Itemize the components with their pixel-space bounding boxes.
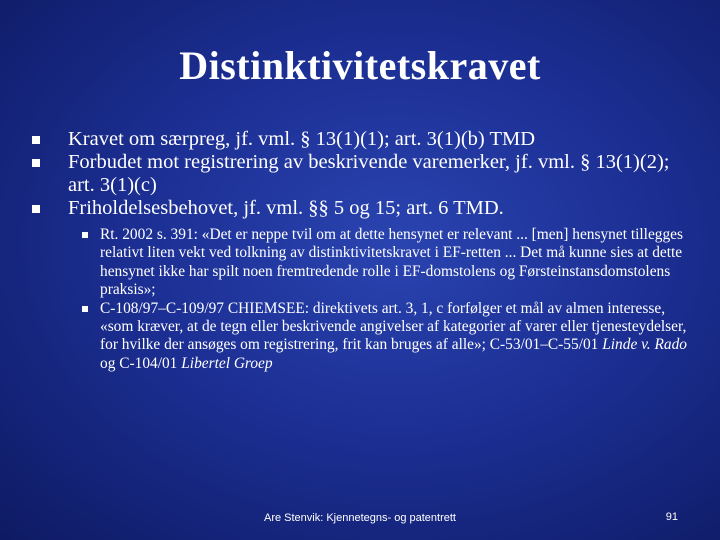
sub-bullet-item (30, 226, 690, 300)
sub-bullet-text: C-108/97–C-109/97 CHIEMSEE: direktivets art. 3, 1, c forfølger et mål av almen interesse, «som kræver, at de tegn eller beskrivende angivelser af kategorier af varer eller tjenesteydelser, for hvilke der ansøges om registrering, frit kan bruges af alle»; C‑53/01–C-55/01 (100, 299, 687, 354)
square-bullet-icon (82, 232, 88, 238)
page-number: 91 (665, 511, 678, 523)
square-bullet-icon (82, 306, 88, 312)
bullet-list (30, 128, 690, 373)
sub-bullet-text: og C‑104/01 (100, 354, 182, 372)
case-name: Libertel Groep (181, 354, 273, 372)
bullet-item (30, 128, 690, 151)
square-bullet-icon (32, 205, 40, 213)
bullet-item (30, 151, 690, 197)
bullet-text: Forbudet mot registrering av beskrivende varemerker, jf. vml. § 13(1)(2); art. 3(1)(c) (68, 151, 670, 196)
slide-title: Distinktivitetskravet (179, 43, 541, 88)
case-name: Linde v. Rado (602, 336, 687, 354)
square-bullet-icon (32, 136, 40, 144)
bullet-item (30, 197, 690, 220)
sub-bullet-item (30, 300, 690, 374)
bullet-text: Kravet om særpreg, jf. vml. § 13(1)(1); art. 3(1)(b) TMD (68, 128, 536, 150)
sub-bullet-text: Rt. 2002 s. 391: «Det er neppe tvil om at dette hensynet er relevant ... [men] hensynet tillegges relativt liten vekt ved tolkning av distinktivitetskravet i EF-retten ... Det må kunne sies at dette hensynet ikke har spilt noen fremtredende rolle i EF-domstolens og Førsteinstansdomstolens praksis»; (100, 226, 683, 299)
bullet-text: Friholdelsesbehovet, jf. vml. §§ 5 og 15; art. 6 TMD. (68, 197, 504, 219)
slide-footer: Are Stenvik: Kjennetegns- og patentrett (263, 512, 456, 524)
sub-bullet-list (30, 226, 690, 373)
square-bullet-icon (32, 159, 40, 167)
